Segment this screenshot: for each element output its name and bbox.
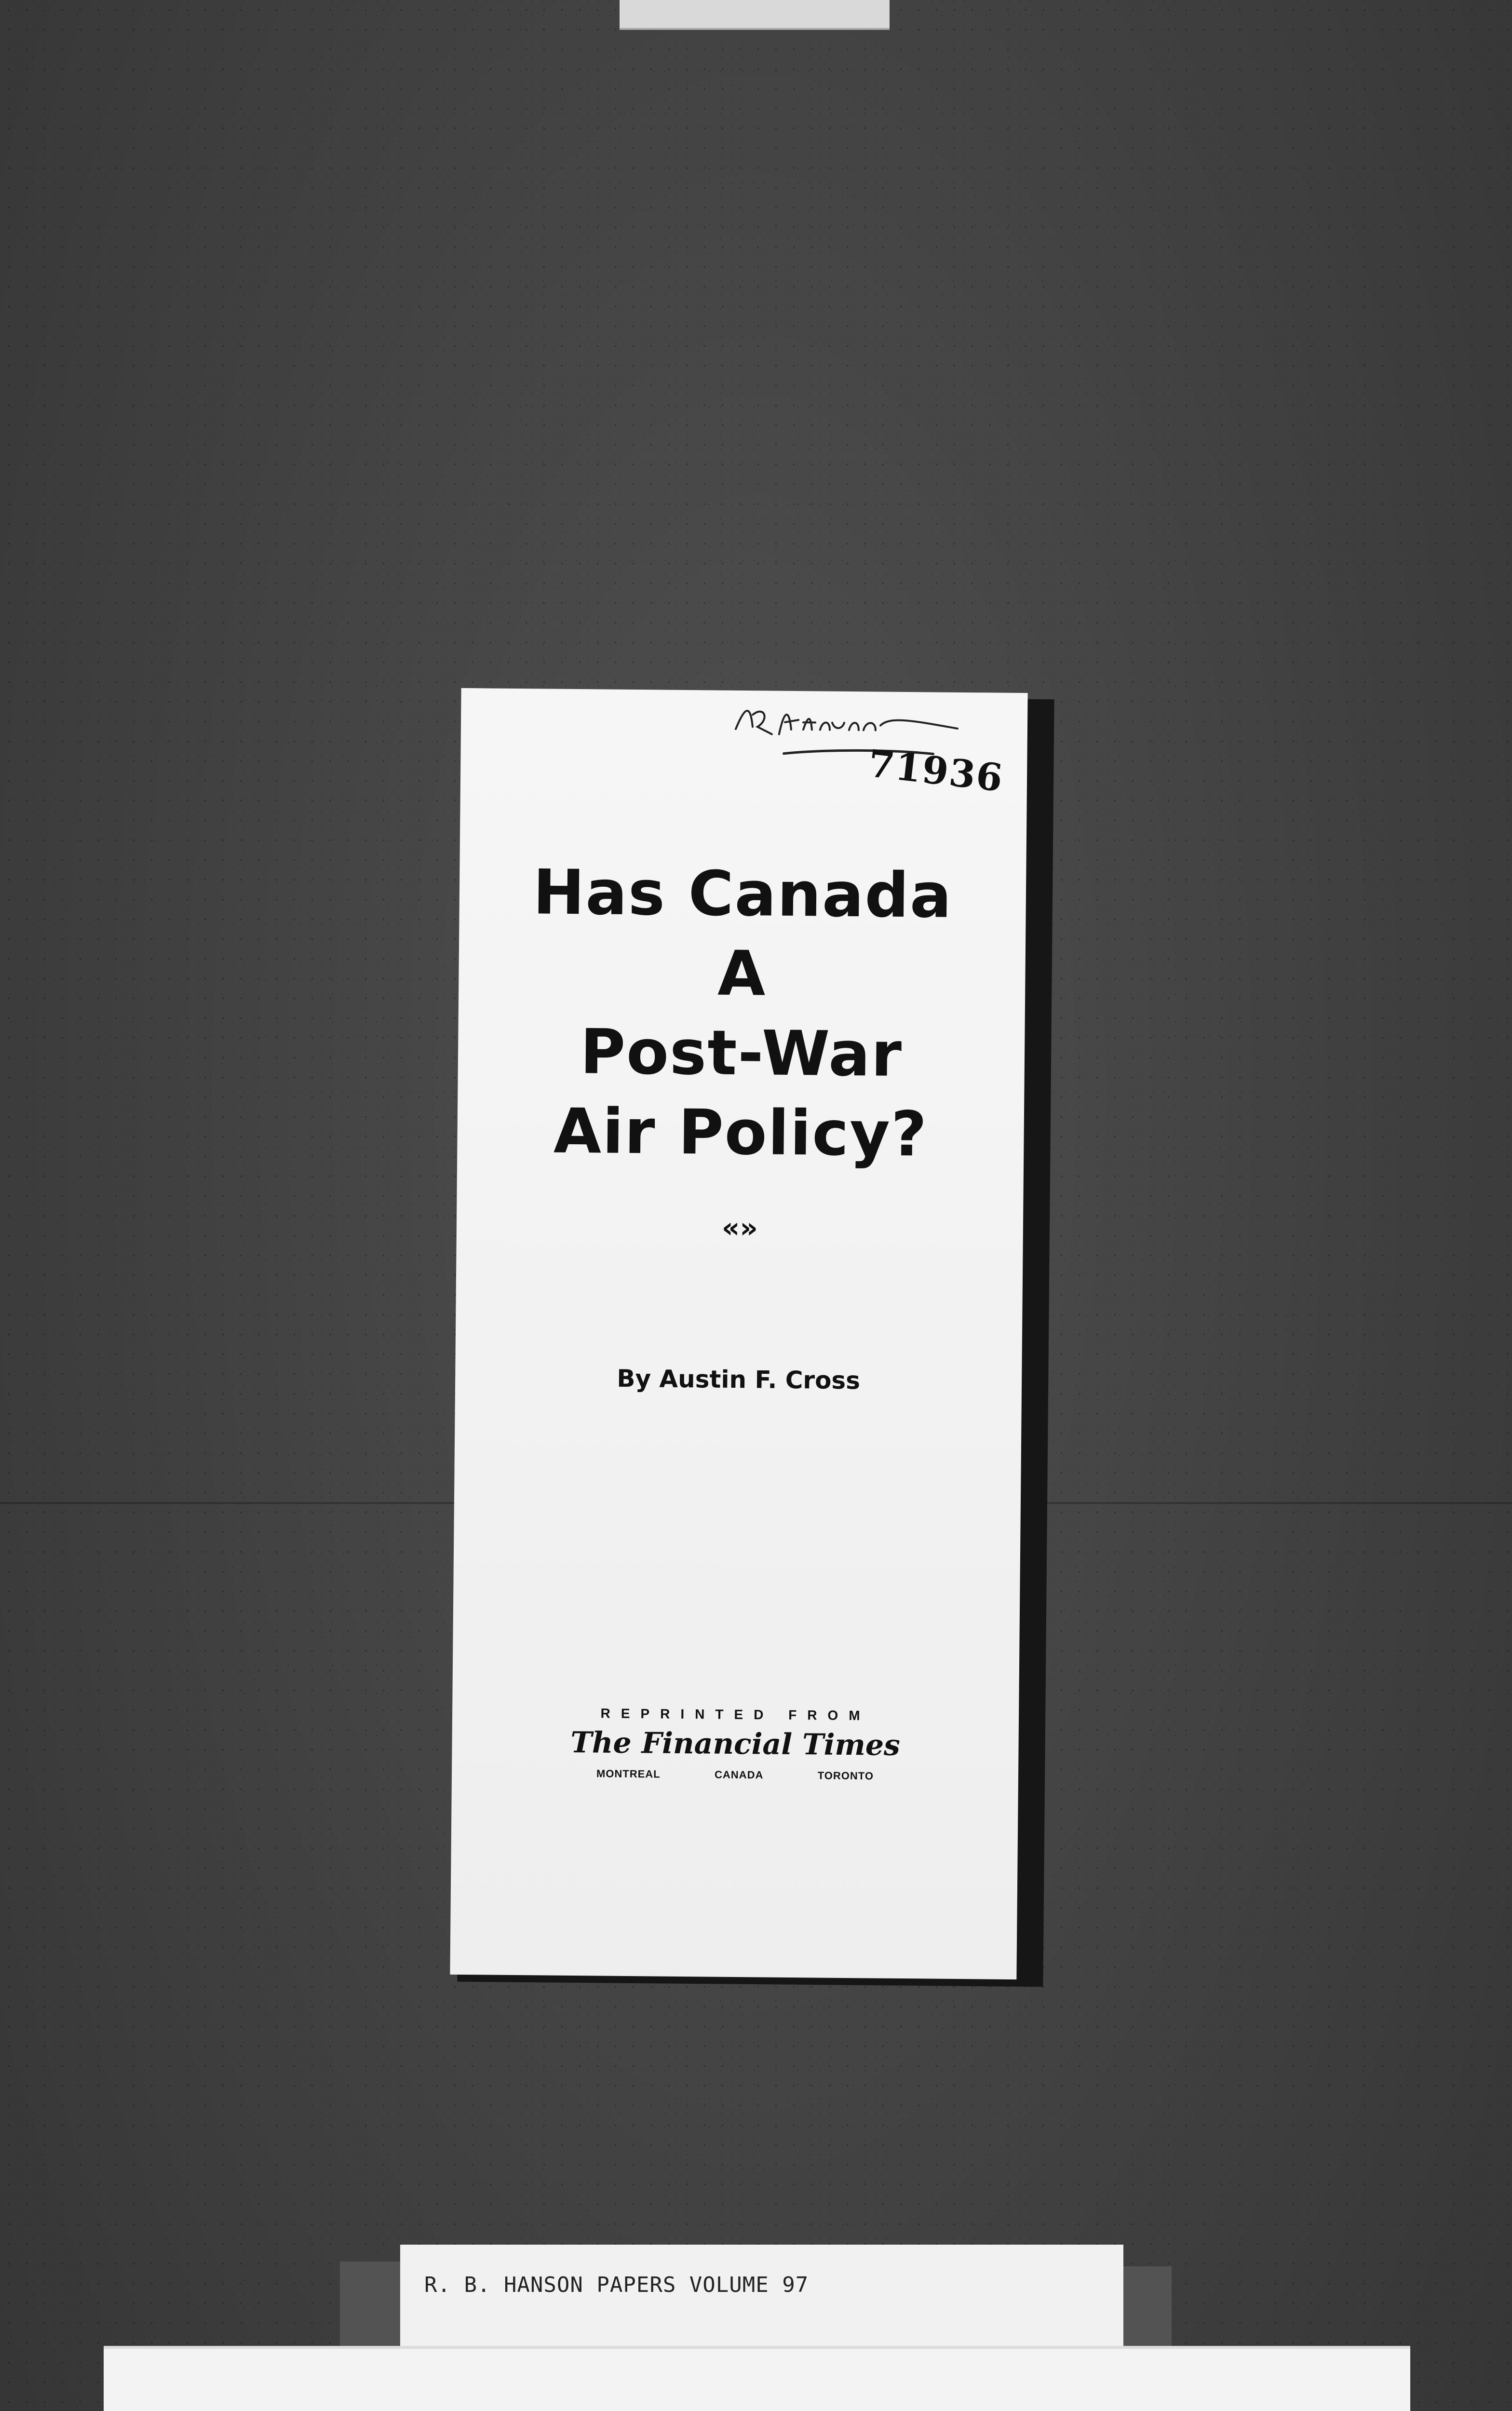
pamphlet-title <box>457 852 1026 1175</box>
volume-label <box>400 2245 1123 2348</box>
publisher-cities <box>596 1767 874 1782</box>
top-paper-tab <box>620 0 890 30</box>
archives-card <box>104 2346 1410 2411</box>
reprinted-from: REPRINTED FROM <box>600 1706 871 1723</box>
city-label: MONTREAL <box>596 1767 661 1780</box>
title-line: Post-War <box>580 1016 903 1091</box>
publisher-masthead: The Financial Times <box>570 1725 901 1762</box>
author-byline: By Austin F. Cross <box>617 1364 861 1395</box>
title-line: Air Policy? <box>553 1095 928 1171</box>
accession-number: 71936 <box>865 741 1006 801</box>
title-line: A <box>717 937 767 1010</box>
ornament: «» <box>721 1211 758 1245</box>
city-label: TORONTO <box>817 1769 874 1782</box>
pamphlet-cover <box>450 688 1027 1979</box>
title-line: Has Canada <box>532 856 953 932</box>
volume-label-text: R. B. HANSON PAPERS VOLUME 97 <box>424 2273 809 2297</box>
city-label: CANADA <box>714 1768 764 1781</box>
